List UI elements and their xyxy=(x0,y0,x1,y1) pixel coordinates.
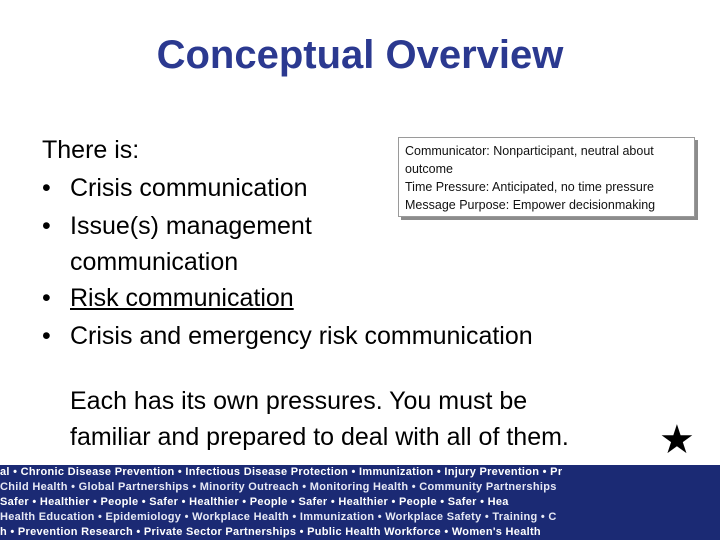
footer-banner xyxy=(0,465,720,540)
bullet-text: Crisis and emergency risk communication xyxy=(70,322,533,350)
banner-line: h • Prevention Research • Private Sector Partnerships • Public Health Workforce • Women's Health xyxy=(0,526,541,538)
bullet-marker: • xyxy=(42,322,51,350)
banner-line: Safer • Healthier • People • Safer • Healthier • People • Safer • Healthier • People • Safer • Hea xyxy=(0,496,509,508)
closing-text xyxy=(70,383,650,455)
callout-line: Message Purpose: Empower decisionmaking xyxy=(405,198,656,212)
star-icon: ★ xyxy=(659,418,695,462)
callout-line: Communicator: Nonparticipant, neutral about xyxy=(405,144,654,158)
list-item xyxy=(42,317,682,355)
banner-line: Child Health • Global Partnerships • Minority Outreach • Monitoring Health • Community Partnerships xyxy=(0,481,557,493)
list-item xyxy=(42,279,682,317)
bullet-text: Crisis communication xyxy=(70,174,308,202)
banner-line: Health Education • Epidemiology • Workplace Health • Immunization • Workplace Safety • Training • C xyxy=(0,511,557,523)
closing-line: familiar and prepared to deal with all of them. xyxy=(70,423,569,451)
slide-title: Conceptual Overview xyxy=(156,33,564,77)
callout-box xyxy=(398,137,695,217)
callout-line: outcome xyxy=(405,162,453,176)
intro-text: There is: xyxy=(42,136,140,164)
list-item xyxy=(42,207,682,279)
callout-line: Time Pressure: Anticipated, no time pressure xyxy=(405,180,654,194)
banner-line: al • Chronic Disease Prevention • Infectious Disease Protection • Immunization • Injury Prevention • Pr xyxy=(0,466,563,478)
bullet-text-continuation: communication xyxy=(70,248,239,276)
bullet-marker: • xyxy=(42,174,51,202)
closing-line: Each has its own pressures. You must be xyxy=(70,387,528,415)
bullet-text: Issue(s) management xyxy=(70,212,312,240)
bullet-text: Risk communication xyxy=(70,284,294,312)
bullet-marker: • xyxy=(42,212,51,240)
bullet-marker: • xyxy=(42,284,51,312)
